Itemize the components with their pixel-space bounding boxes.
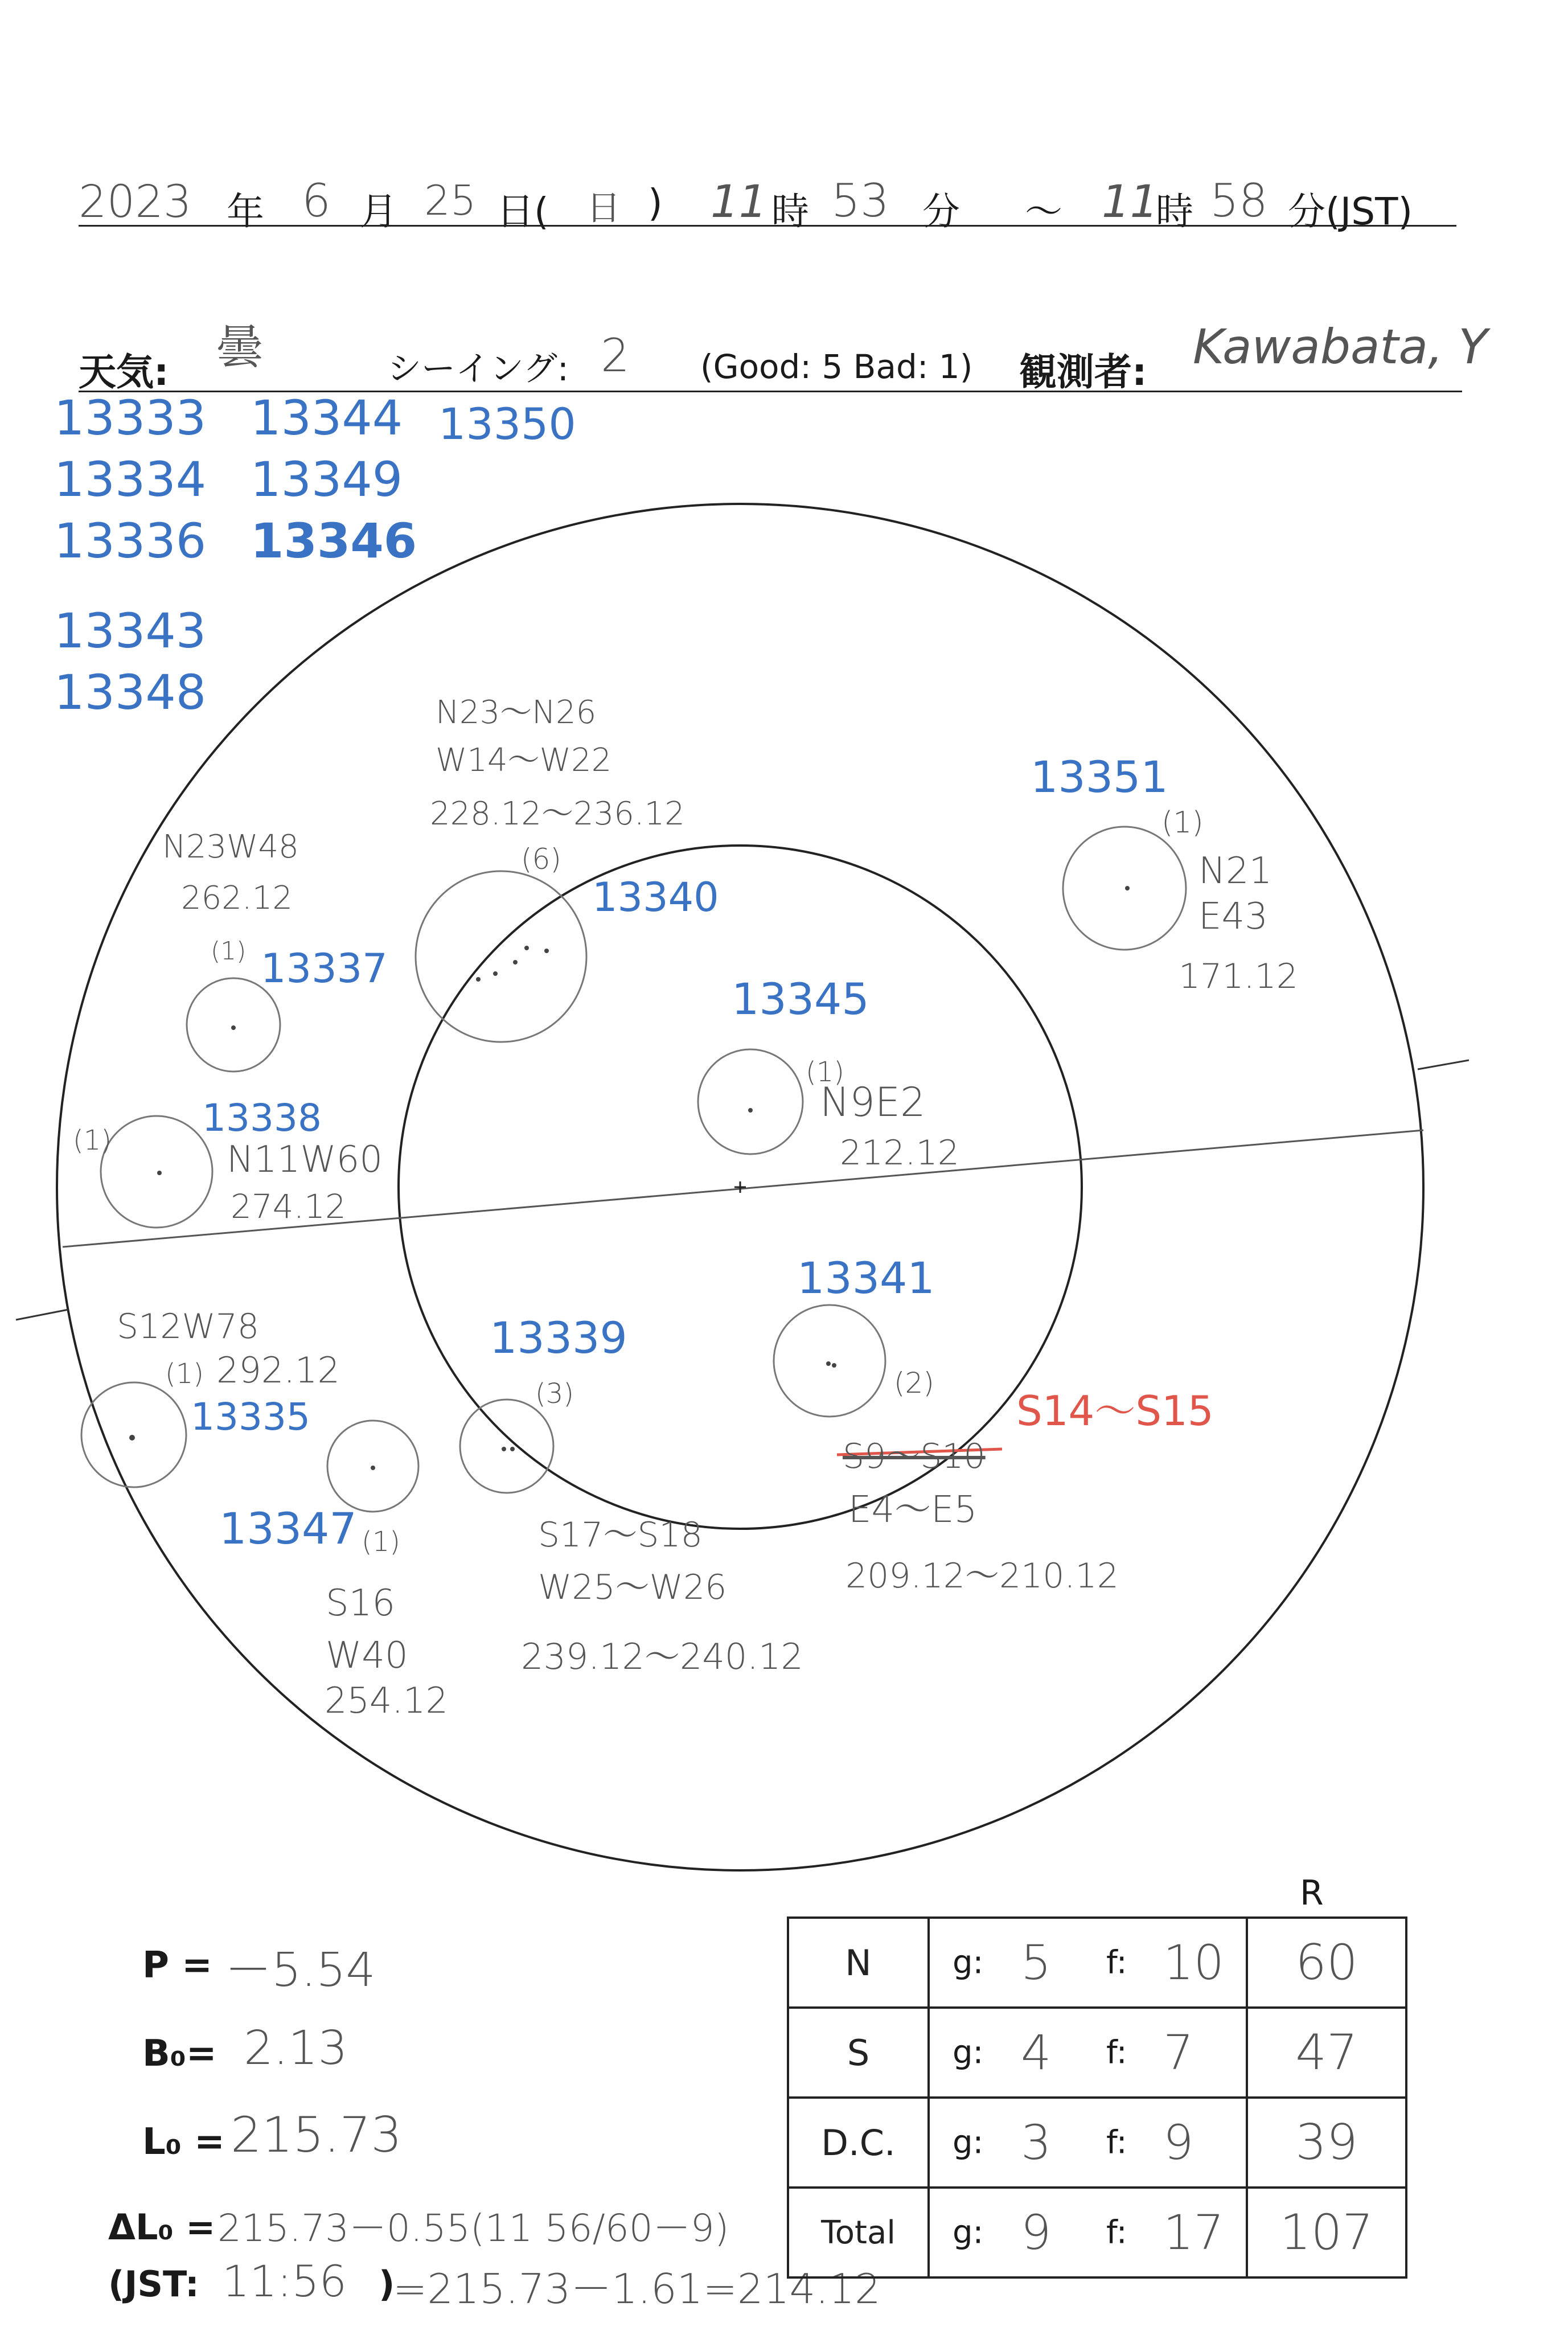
spot-13351-circle (1063, 827, 1186, 950)
dl0-value: 215.73－0.55(11 56/60－9) (217, 2206, 729, 2250)
spot-13341-latlon-correction: S14～S15 (1016, 1387, 1214, 1435)
spot-13345-carrington: 212.12 (840, 1133, 959, 1173)
spot-13340-latlon: N23～N26 W14～W22 (436, 694, 612, 779)
spot-13345-circle (698, 1049, 803, 1154)
day-unit: 日( (496, 190, 549, 233)
sunspot-count-table (787, 1916, 1407, 2279)
spot-13340-carrington: 228.12～236.12 (430, 795, 685, 832)
spot-13338-latlon: N11W60 (227, 1139, 383, 1181)
spot-dot (513, 960, 518, 965)
spot-dot (748, 1108, 753, 1113)
start-hour-value: 11 (711, 177, 767, 228)
seeing-label: シーイング: (387, 349, 569, 389)
spot-13341-carrington: 209.12～210.12 (845, 1556, 1119, 1596)
seeing-scale: (Good: 5 Bad: 1) (700, 347, 973, 386)
start-min-value: 53 (831, 174, 889, 227)
seeing-value: 2 (601, 329, 630, 382)
f-label: f: (1106, 2124, 1127, 2161)
spot-13351-latlon: N21 E43 (1198, 850, 1273, 938)
row-label: D.C. (788, 2098, 929, 2188)
spot-13337-latlon: N23W48 (162, 828, 299, 865)
spot-13337-count: (1) (211, 937, 247, 966)
r-value: 39 (1247, 2098, 1406, 2188)
region-list-item: 13333 (54, 390, 207, 446)
spot-13347-carrington: 254.12 (325, 1680, 448, 1721)
jst-label: (JST: (108, 2263, 199, 2305)
day-value: 25 (424, 177, 477, 224)
spot-13335-count: (1) (165, 1358, 204, 1390)
region-list-item: 13346 (251, 513, 417, 569)
g-value: 9 (1021, 2205, 1052, 2260)
row-label: N (788, 1918, 929, 2008)
spot-13347-count: (1) (362, 1526, 400, 1558)
spot-13351-count: (1) (1161, 806, 1204, 840)
weather-value: 曇 (216, 321, 264, 375)
l0-label: L₀ = (142, 2121, 225, 2163)
end-hour-unit: 時 (1156, 190, 1193, 233)
jst-value: 11:56 (222, 2256, 347, 2307)
year-value: 2023 (79, 177, 192, 228)
end-min-unit: 分(JST) (1288, 190, 1413, 233)
row-label: S (788, 2008, 929, 2098)
spot-dot (371, 1466, 375, 1470)
spot-13335-carrington: 292.12 (216, 1349, 340, 1391)
spot-dot (544, 949, 549, 953)
region-list-item: 13334 (54, 452, 207, 507)
end-hour-value: 11 (1102, 177, 1159, 228)
spot-13338-region: 13338 (202, 1096, 322, 1140)
weekday-value: 日 (586, 188, 621, 228)
spot-13339-circle (460, 1400, 553, 1493)
p-value: －5.54 (225, 1943, 376, 1997)
table-row (788, 2098, 1406, 2188)
table-row (788, 1918, 1406, 2008)
spot-dot (493, 971, 498, 976)
spot-13339-count: (3) (535, 1378, 574, 1410)
region-list-item: 13350 (438, 399, 576, 449)
spot-dot (476, 977, 481, 982)
f-label: f: (1106, 1944, 1127, 1981)
spot-13339-latlon: S17～S18 W25～W26 (538, 1515, 727, 1607)
spot-13341-longitude: E4～E5 (848, 1489, 978, 1531)
g-value: 4 (1021, 2025, 1052, 2080)
row-label: Total (788, 2188, 929, 2277)
spot-13340-region: 13340 (592, 874, 719, 921)
tilde: ～ (1025, 190, 1062, 233)
spot-dot (1125, 886, 1130, 890)
table-row (788, 2188, 1406, 2277)
gf-cell (929, 2188, 1247, 2277)
b0-label: B₀= (142, 2033, 217, 2075)
f-value: 7 (1163, 2025, 1194, 2080)
f-value: 17 (1163, 2205, 1224, 2260)
region-list-item: 13336 (54, 513, 207, 569)
region-list-item: 13348 (54, 664, 207, 720)
east-tick (16, 1310, 68, 1320)
g-label: g: (953, 2214, 984, 2251)
spot-dot (510, 1447, 515, 1451)
observer-value: Kawabata, Y (1193, 319, 1488, 375)
observer-label: 観測者: (1019, 350, 1147, 394)
spot-dot (231, 1025, 236, 1030)
jst-close: ) (379, 2263, 395, 2305)
weather-label: 天気: (79, 350, 169, 394)
spot-13351-region: 13351 (1031, 752, 1168, 802)
r-header: R (1300, 1873, 1324, 1913)
g-value: 5 (1021, 1935, 1052, 1991)
spot-13341-region: 13341 (797, 1253, 935, 1303)
r-value: 60 (1247, 1918, 1406, 2008)
spot-13347-latlon: S16 W40 (326, 1582, 408, 1677)
spot-13335-circle (81, 1382, 186, 1487)
spot-dot (157, 1171, 162, 1175)
p-label: P = (142, 1944, 212, 1987)
spot-13335-region: 13335 (191, 1395, 310, 1439)
spot-13339-carrington: 239.12～240.12 (521, 1636, 803, 1677)
spot-13337-region: 13337 (261, 945, 388, 992)
month-value: 6 (302, 174, 331, 227)
gf-cell (929, 2008, 1247, 2098)
spot-13347-region: 13347 (219, 1503, 357, 1554)
r-value: 107 (1247, 2188, 1406, 2277)
west-tick (1418, 1060, 1469, 1069)
jst-result: =215.73－1.61=214.12 (393, 2265, 881, 2313)
region-list-item: 13343 (54, 603, 207, 659)
spot-13345-count: (1) (806, 1056, 844, 1088)
dl0-label: ΔL₀ = (108, 2206, 216, 2248)
f-label: f: (1106, 2214, 1127, 2251)
spot-dot (524, 946, 529, 950)
spot-13351-carrington: 171.12 (1179, 957, 1298, 996)
hour-unit: 時 (771, 190, 809, 233)
spot-13340-count: (6) (521, 843, 561, 876)
f-value: 9 (1163, 2115, 1194, 2170)
spot-13335-latlon: S12W78 (117, 1307, 260, 1347)
spot-dot (832, 1363, 836, 1368)
spot-13345-latlon: N9E2 (820, 1079, 926, 1126)
spot-dot (129, 1435, 135, 1441)
f-value: 10 (1163, 1935, 1224, 1991)
spot-13338-circle (101, 1116, 212, 1228)
spot-13337-circle (187, 978, 280, 1072)
month-unit: 月 (360, 190, 397, 233)
gf-cell (929, 2098, 1247, 2188)
spot-13341-circle (774, 1305, 885, 1417)
spot-13341-count: (2) (894, 1366, 934, 1400)
g-label: g: (953, 1944, 984, 1981)
l0-value: 215.73 (231, 2107, 402, 2164)
spot-13337-carrington: 262.12 (181, 880, 293, 917)
region-list-item: 13344 (251, 390, 403, 446)
r-value: 47 (1247, 2008, 1406, 2098)
f-label: f: (1106, 2034, 1127, 2071)
spot-13345-region: 13345 (732, 974, 869, 1024)
spot-dot (502, 1447, 506, 1451)
table-row (788, 2008, 1406, 2098)
g-label: g: (953, 2124, 984, 2161)
g-value: 3 (1021, 2115, 1052, 2170)
spot-13338-carrington: 274.12 (231, 1187, 346, 1226)
min-unit: 分 (922, 190, 960, 233)
end-min-value: 58 (1210, 174, 1268, 227)
g-label: g: (953, 2034, 984, 2071)
spot-13341-latlon-struck: S9～S10 (843, 1437, 986, 1476)
year-unit: 年 (227, 190, 264, 233)
spot-13339-region: 13339 (490, 1312, 627, 1363)
spot-13338-count: (1) (73, 1125, 112, 1156)
region-list-item: 13349 (251, 452, 403, 507)
weekday-close: ) (648, 181, 663, 225)
spot-dot (826, 1361, 831, 1366)
gf-cell (929, 1918, 1247, 2008)
b0-value: 2.13 (244, 2021, 348, 2075)
